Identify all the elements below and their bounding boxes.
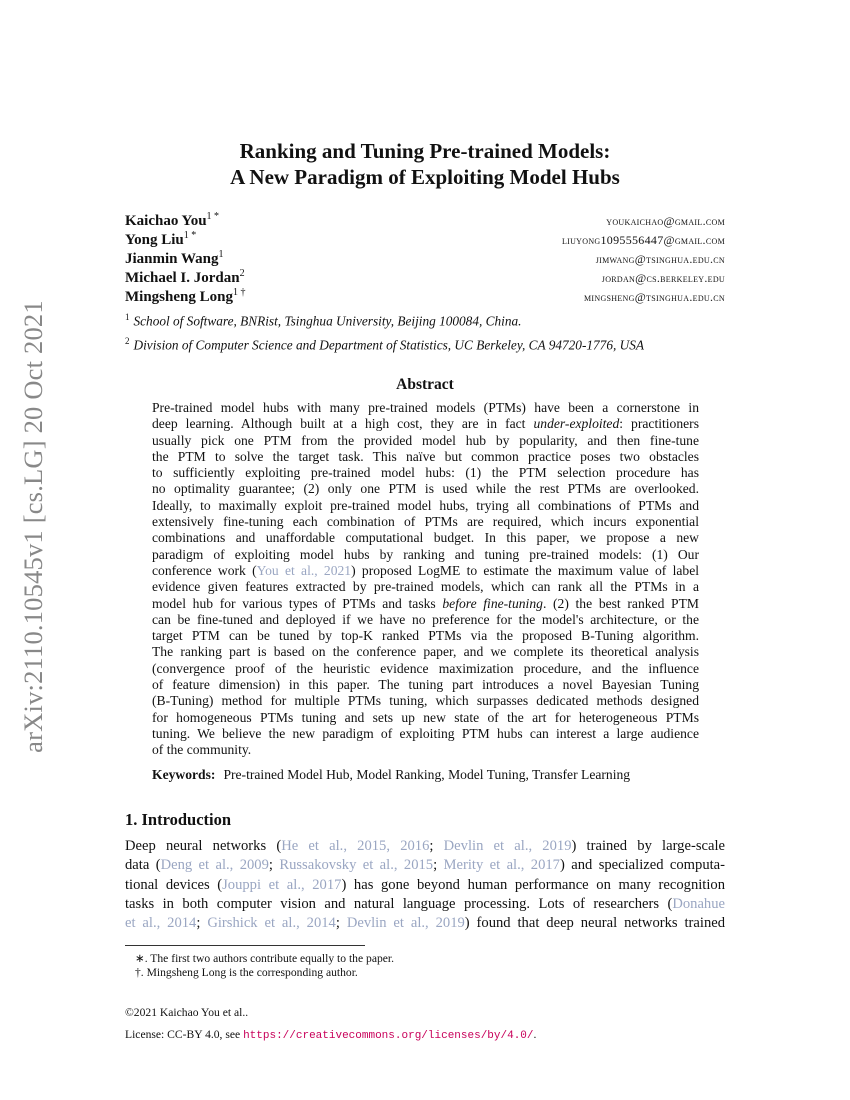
title-line-1: Ranking and Tuning Pre-trained Models: — [239, 139, 611, 163]
author-name: Yong Liu — [125, 232, 184, 248]
author-email[interactable]: youkaichao@gmail.com — [606, 214, 725, 228]
abstract-line: target PTM can be tuned by top-K ranked PTMs via the proposed B-Tuning algorithm. — [152, 628, 699, 644]
affiliations — [125, 307, 765, 356]
author-mark: 2 — [239, 268, 245, 279]
author-mark: 1 * — [183, 230, 197, 241]
intro-line: Deep neural networks (He et al., 2015, 2016; Devlin et al., 2019) trained by large-scale — [125, 838, 725, 854]
intro-line: et al., 2014; Girshick et al., 2014; Devlin et al., 2019) found that deep neural networks trained — [125, 915, 726, 932]
author-email[interactable]: liuyong1095556447@gmail.com — [561, 233, 725, 247]
author-mark: 1 † — [232, 287, 246, 298]
abstract-line: Ideally, to maximally exploit pre-trained model hubs, trying all combinations of PTMs and — [152, 497, 699, 513]
abstract-line: evidence given features extracted by pre-trained models, which can rank all the PTMs in a — [152, 579, 699, 595]
abstract-line: extensively fine-tuning each combination of PTMs are required, which incurs exponential — [152, 514, 699, 530]
abstract-line: paradigm of exploiting model hubs by ranking and tuning pre-trained models: (1) Our — [152, 546, 699, 562]
intro-line: data (Deng et al., 2009; Russakovsky et al., 2015; Merity et al., 2017) and specialized computa- — [125, 857, 726, 874]
abstract-heading: Abstract — [396, 376, 454, 393]
intro-line: tasks in both computer vision and natural language processing. Lots of researchers (Donahue — [125, 895, 725, 912]
abstract-line: Pre-trained model hubs with many pre-trained models (PTMs) have been a cornerstone in — [152, 400, 699, 415]
copyright: ©2021 Kaichao You et al.. — [125, 1006, 249, 1019]
author-email[interactable]: mingsheng@tsinghua.edu.cn — [584, 290, 725, 304]
author-name: Kaichao You — [125, 213, 207, 229]
abstract-line: usually pick one PTM from the provided model hub by popularity, and then fine-tune — [152, 432, 699, 448]
intro-body — [125, 837, 725, 933]
author-row — [125, 211, 725, 230]
abstract-line: (B-Tuning) method for multiple PTMs tuning, which surpasses dedicated methods designed — [152, 693, 699, 709]
license-prefix: License: CC-BY 4.0, see — [125, 1028, 244, 1041]
author-row — [125, 287, 725, 306]
footnote: †. Mingsheng Long is the corresponding author. — [135, 966, 358, 979]
title-line-2: A New Paradigm of Exploiting Model Hubs — [230, 165, 620, 189]
abstract-line: can be fine-tuned and deployed if we have no preference for the model's architecture, or the — [152, 611, 699, 627]
footnote-rule — [125, 945, 365, 946]
abstract-line: no optimality guarantee; (2) only one PTM is used while the rest PTMs are overlooked. — [152, 481, 699, 497]
arxiv-side-stamp: arXiv:2110.10545v1 [cs.LG] 20 Oct 2021 — [17, 299, 48, 753]
affiliation: $^2$ Division of Computer Science and Department of Statistics, UC Berkeley, CA 94720-1776, USA — [125, 336, 645, 353]
author-row — [125, 268, 725, 287]
abstract-line: for homogeneous PTMs tuning and sets up new state of the art for heterogeneous PTMs — [152, 709, 699, 725]
author-row — [125, 249, 725, 268]
paper-title — [125, 138, 725, 190]
abstract-line: tuning. We believe the new paradigm of exploiting PTM hubs can interest a large audience — [152, 725, 699, 741]
author-email[interactable]: jordan@cs.berkeley.edu — [601, 271, 725, 285]
license-link[interactable]: https://creativecommons.org/licenses/by/4.0/ — [243, 1030, 534, 1042]
author-mark: 1 — [218, 249, 224, 260]
license-suffix: . — [533, 1028, 537, 1041]
abstract-line: deep learning. Although built at a high cost, they are in fact under-exploited: practitioners — [152, 416, 699, 432]
abstract-line: the PTM to solve the target task. This naïve but common practice poses two obstacles — [152, 448, 699, 464]
affiliation: $^1$ School of Software, BNRist, Tsinghua University, Beijing 100084, China. — [125, 312, 522, 329]
author-email[interactable]: jimwang@tsinghua.edu.cn — [595, 252, 725, 266]
abstract-line: (convergence proof of the heuristic evidence maximization procedure, and the influence — [152, 660, 699, 676]
keywords — [152, 767, 630, 783]
license — [125, 1028, 536, 1042]
author-list — [125, 211, 725, 306]
author-name: Jianmin Wang — [125, 251, 219, 267]
abstract-line: of feature dimension) in this paper. The tuning part introduces a novel Bayesian Tuning — [152, 677, 699, 693]
abstract-line: conference work (You et al., 2021) proposed LogME to estimate the maximum value of label — [152, 562, 699, 578]
intro-line: tional devices (Jouppi et al., 2017) has gone beyond human performance on many recognition — [125, 876, 726, 893]
author-mark: 1 * — [206, 211, 220, 222]
author-row — [125, 230, 725, 249]
abstract-line: model hub for various types of PTMs and tasks before fine-tuning. (2) the best ranked PTM — [152, 595, 699, 611]
abstract-body — [152, 400, 699, 759]
abstract-line: of the community. — [152, 742, 252, 758]
abstract-line: The ranking part is based on the conference paper, and we complete its theoretical analysis — [152, 644, 699, 660]
abstract-line: combinations and unaffordable computational budget. In this paper, we propose a new — [152, 530, 699, 546]
keywords-label: Keywords: — [152, 767, 216, 782]
author-name: Mingsheng Long — [125, 289, 233, 305]
author-name: Michael I. Jordan — [125, 270, 240, 286]
keywords-text: Pre-trained Model Hub, Model Ranking, Model Tuning, Transfer Learning — [223, 767, 631, 782]
abstract-line: to sufficiently exploiting pre-trained model hubs: (1) the PTM selection procedure has — [152, 465, 699, 481]
section-heading: 1. Introduction — [125, 810, 232, 829]
footnote: ∗. The first two authors contribute equally to the paper. — [135, 952, 395, 965]
